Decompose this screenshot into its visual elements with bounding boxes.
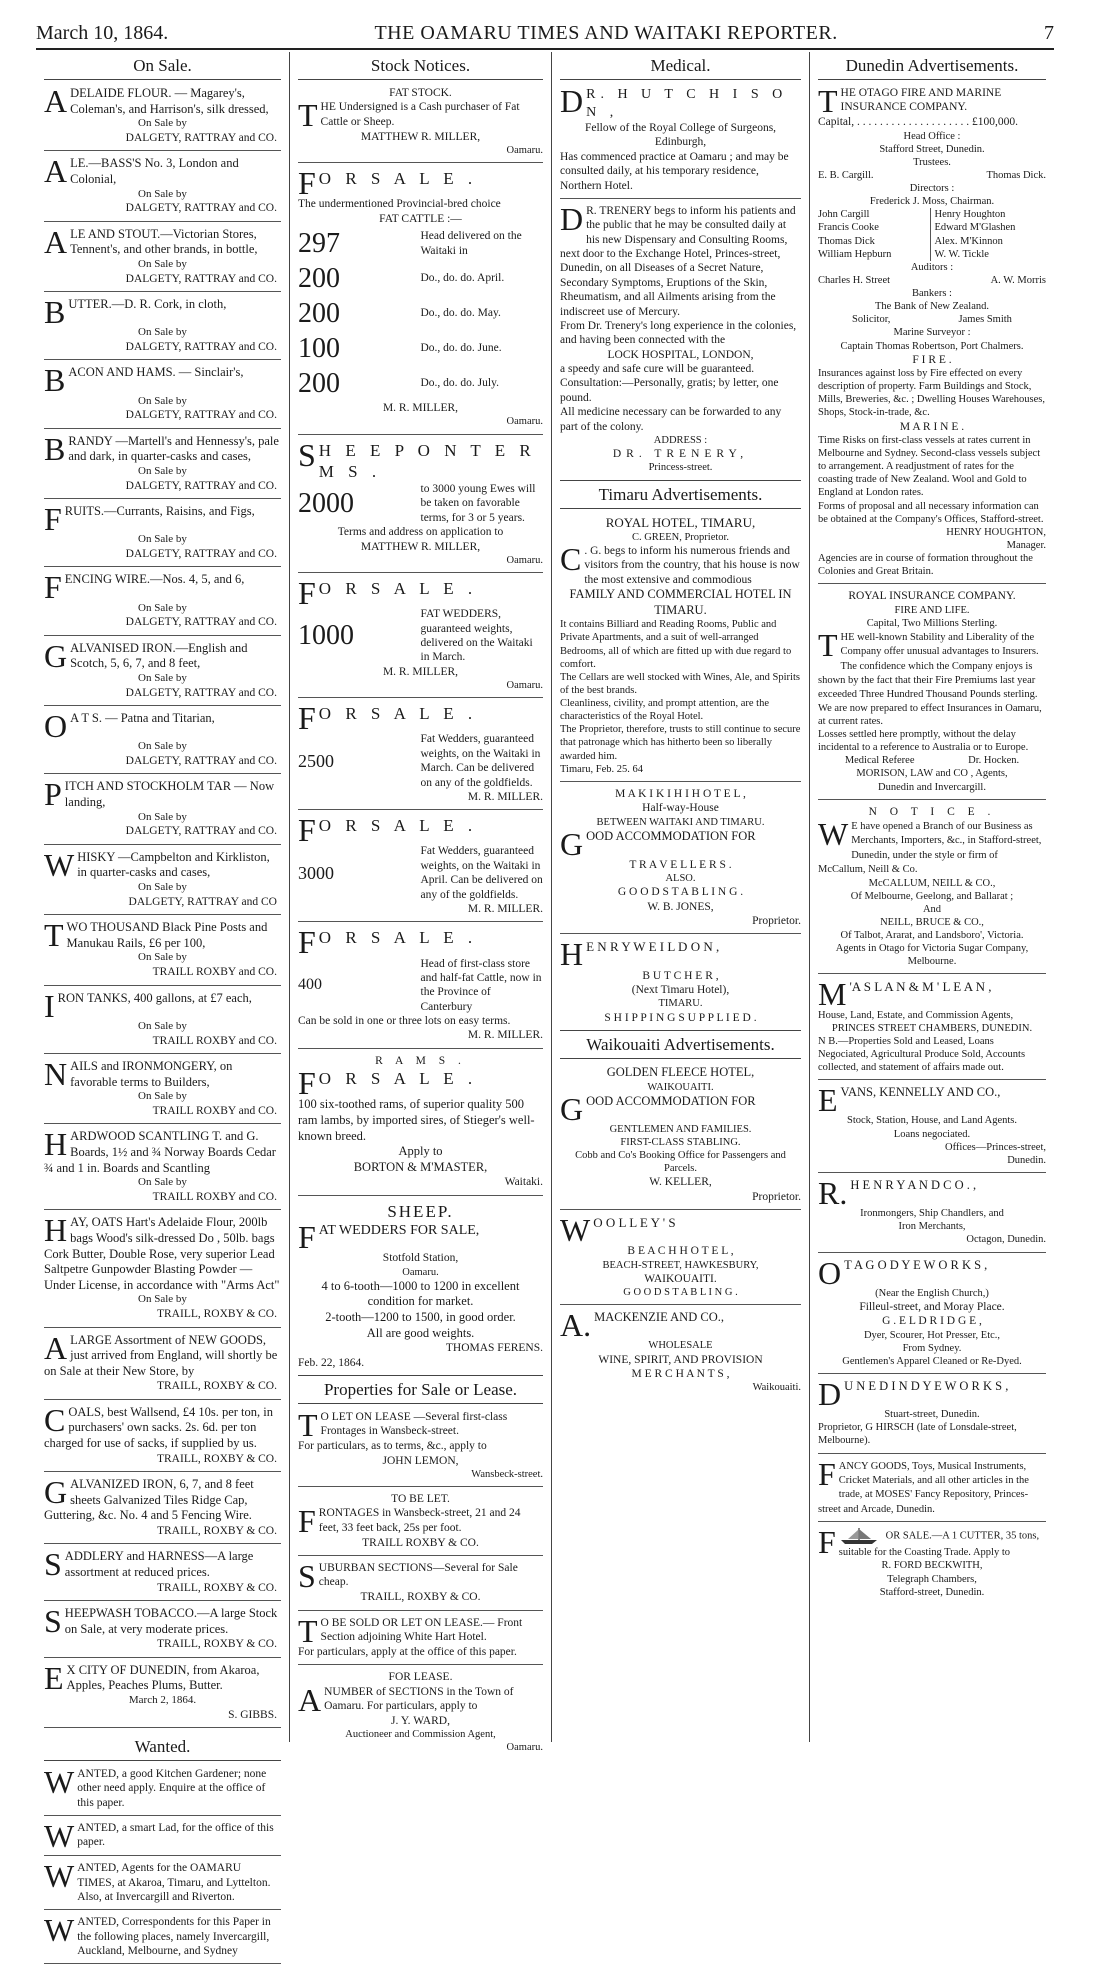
drop-cap: W (44, 846, 75, 883)
drop-cap: O (44, 708, 68, 745)
ad-firm: TRAILL ROXBY and CO. (152, 1104, 277, 1117)
cattle-number: 200 (298, 298, 340, 329)
drop-cap: A (44, 153, 68, 190)
cattle-detail: Do., do. do. June. (420, 342, 502, 355)
ad-heading: DELAIDE FLOUR. — Magarey's, Coleman's, and Harrison's, silk dressed, (70, 86, 269, 116)
ad-firm: TRAILL ROXBY and CO. (152, 1034, 277, 1047)
ad-for-sale-wedders: F O R S A L E . 1000 FAT WEDDERS, guaranteed weights, delivered on the Waitaki in March. M. R. MILLER, Oamaru. (298, 575, 543, 692)
ad-firm: TRAILL, ROXBY & CO. (156, 1380, 277, 1393)
ad-sale-by: On Sale by (138, 1090, 187, 1103)
ad-firm: S. GIBBS. (228, 1708, 277, 1721)
ad-for-sale-cattle-canterbury: F O R S A L E . 400 Head of first-class store and half-fat Cattle, now in the Province of Canterbury Can be sold in one or three lots on easy terms. M. R. MILLER. (298, 924, 543, 1042)
ad-royal-insurance: ROYAL INSURANCE COMPANY. FIRE AND LIFE. Capital, Two Millions Sterling. THE well-known Stability and Liberality of the Company offer unusual advantages to Insurers. The confidence which the Company enjoys is shown by the fact that their Fire Premiums last year exceeded Three Hundred Thousand Pounds sterling. We are now prepared to effect Insurances in Oamaru, at current rates. Losses settled here promptly, without the delay incidental to a reference to Australia or to Europe. Medical Referee Dr. Hocken. MORISON, LAW and CO , Agents, Dunedin and Invercargill. (818, 590, 1042, 793)
column-dunedin (810, 52, 1054, 1742)
drop-cap: B (44, 362, 66, 399)
section-heading-dunedin: Dunedin Advertisements. (818, 52, 1046, 80)
ad-dr-trenery: D R. TRENERY begs to inform his patients and the public that he may be consulted daily at his new Dispensary and Consulting Rooms, next door to the Exchange Hotel, Princes-street, Dunedin, on all Diseases of a Secret Nature, Secondary Symptoms, Eruptions of the Skin, Rheumatism, and all Ailments arising from the indiscreet use of Mercury. From Dr. Trenery's long experience in the colonies, and having been connected with the LOCK HOSPITAL, LONDON, a speedy and safe cure will be guaranteed. Consultation:—Personally, gratis; by letter, one pound. All medicine necessary can be forwarded to any part of the colony. ADDRESS : DR. TRENERY, Princess-street. (560, 200, 797, 474)
ad-firm: DALGETY, RATTRAY and CO. (125, 686, 277, 699)
ad-to-be-let: TO BE LET. FRONTAGES in Wansbeck-street, 21 and 24 feet, 33 feet back, 25s per foot. TRAILL ROXBY & CO. (298, 1493, 521, 1549)
ad-sale-by: On Sale by (138, 601, 187, 614)
ad-heading: OALS, best Wallsend, £4 10s. per ton, in purchasers' own sacks. 2s. 6d. per ton charged for use of sacks, if supplied by us. (44, 1404, 273, 1450)
on-sale-ad (44, 1212, 281, 1321)
page-number: 7 (1043, 21, 1054, 44)
on-sale-ad (44, 1126, 281, 1204)
ad-evans-kennelly: EVANS, KENNELLY AND CO., Stock, Station, House, and Land Agents. Loans negociated. Offices—Princes-street, Dunedin. (818, 1082, 1046, 1166)
ad-sale-by: On Sale by (138, 740, 187, 753)
ad-sale-by: On Sale by (138, 1176, 187, 1189)
director-name: Francis Cooke (818, 222, 879, 234)
ad-rams: R A M S . F O R S A L E . 100 six-toothed rams, of superior quality 500 ram lambs, by imported sires, of Stieger's well-known breed. Apply to BORTON & M'MASTER, Waitaki. (298, 1054, 543, 1189)
on-sale-ad (44, 846, 281, 909)
ad-woolleys-beach-hotel: W O O L L E Y ' S B E A C H H O T E L , BEACH-STREET, HAWKESBURY, WAIKOUAITI. G O O D S T A B L I N G . (560, 1212, 759, 1299)
ad-heading: RUITS.—Currants, Raisins, and Figs, (64, 504, 255, 519)
drop-cap: W (44, 1858, 75, 1895)
drop-cap: P (44, 776, 62, 813)
wanted-text: ANTED, Agents for the OAMARU TIMES, at Akaroa, Timaru, and Lyttelton. Also, at Invercargill and Riverton. (77, 1862, 271, 1903)
ad-sale-by: On Sale by (138, 326, 187, 339)
ad-mackenzie-and-co: A. MACKENZIE AND CO., WHOLESALE WINE, SPIRIT, AND PROVISION M E R C H A N T S , Waikouaiti. (560, 1307, 801, 1394)
newspaper-title: THE OAMARU TIMES AND WAITAKI REPORTER. (374, 21, 838, 44)
ad-dr-hutchison: D R. H U T C H I S O N , Fellow of the Royal College of Surgeons, Edinburgh, Has commenced practice at Oamaru ; and may be consulted daily, at his temporary residence, Northern Hotel. (560, 83, 789, 192)
drop-cap: I (44, 987, 55, 1024)
ad-heading: ENCING WIRE.—Nos. 4, 5, and 6, (64, 572, 245, 587)
ad-for-sale-wedders-march: F O R S A L E . 2500 Fat Wedders, guaranteed weights, on the Waitaki in March. Can be delivered on any of the goldfields. M. R. MILLER. (298, 700, 543, 803)
director-name: Edward M'Glashen (934, 222, 1016, 234)
ad-fancy-goods: FANCY GOODS, Toys, Musical Instruments, Cricket Materials, and all other articles in the trade, at MOSES' Fancy Repository, Princes-street and Arcade, Dunedin. (818, 1455, 1029, 1515)
ad-sale-by: On Sale by (138, 881, 187, 894)
ad-firm: DALGETY, RATTRAY and CO. (125, 825, 277, 838)
ad-cutter-for-sale: F OR SALE.—A 1 CUTTER, 35 tons, suitable for the Coasting Trade. Apply to R. FORD BECKWITH, Telegraph Chambers, Stafford-street, Dunedin. (818, 1524, 1040, 1598)
on-sale-ad (44, 708, 281, 768)
cattle-detail: Do., do. do. May. (420, 307, 501, 320)
cattle-detail: Head delivered on the Waitaki in (420, 230, 522, 257)
on-sale-ad (44, 1401, 281, 1466)
wanted-ad (44, 1818, 281, 1854)
section-heading-wanted: Wanted. (44, 1733, 281, 1761)
ad-royal-hotel-timaru: ROYAL HOTEL, TIMARU, C. GREEN, Proprietor. C . G. begs to inform his numerous friends and visitors from the country, that his house is now the most extensive and commodious FAMILY AND COMMERCIAL HOTEL IN TIMARU. It contains Billiard and Reading Rooms, Public and Private Apartments, and a suit of well-arranged Bedrooms, all of which are fitted up with due regard to comfort. The Cellars are well stocked with Wines, Ale, and Spirits of the best brands. Cleanliness, civility, and prompt attention, are the characteristics of the Royal Hotel. The Proprietor, therefore, trusts to still continue to secure that patronage which has hitherto been so liberally awarded him. Timaru, Feb. 25. 64 (560, 514, 801, 775)
ad-golden-fleece-hotel: GOLDEN FLEECE HOTEL, WAIKOUAITI. GOOD ACCOMMODATION FOR GENTLEMEN AND FAMILIES. FIRST-CLASS STABLING. Cobb and Co's Booking Office for Passengers and Parcels. W. KELLER, Proprietor. (560, 1064, 801, 1203)
ad-heading: UTTER.—D. R. Cork, in cloth, (68, 297, 227, 312)
ad-firm: TRAILL ROXBY and CO. (152, 1190, 277, 1203)
ad-firm: DALGETY, RATTRAY and CO. (125, 755, 277, 768)
drop-cap: F (44, 569, 62, 606)
ad-sale-by: On Sale by (138, 117, 187, 130)
director-name: William Hepburn (818, 248, 892, 260)
wanted-ad (44, 1858, 281, 1904)
ad-heading: ALVANISED IRON.—English and Scotch, 5, 6, 7, and 8 feet, (70, 640, 248, 671)
ad-sale-by: On Sale by (138, 1019, 187, 1032)
on-sale-ad (44, 1474, 281, 1538)
drop-cap: A (44, 1329, 68, 1366)
wanted-text: ANTED, Correspondents for this Paper in the following places, namely Invercargill, Auckland, Melbourne, and Sydney (77, 1916, 271, 1958)
ad-firm: TRAILL, ROXBY & CO. (156, 1452, 277, 1465)
drop-cap: N (44, 1055, 68, 1092)
cattle-detail: Do., do. do. April. (420, 272, 505, 285)
on-sale-ad (44, 1055, 281, 1118)
ad-notice-mccallum-neill: N O T I C E . W E have opened a Branch of our Business as Merchants, Importers, &c., in Stafford-street, Dunedin, under the style or firm of McCallum, Neill & Co. McCALLUM, NEILL & CO., Of Melbourne, Geelong, and Ballarat ; And NEILL, BRUCE & CO., Of Talbot, Ararat, and Landsboro', Victoria. Agents in Otago for Victoria Sugar Company, Melbourne. (818, 805, 1042, 968)
ad-heading: RANDY —Martell's and Hennessy's, pale and dark, in quarter-casks and cases, (68, 433, 279, 464)
on-sale-ad (44, 1602, 281, 1652)
ad-fat-stock: FAT STOCK. THE Undersigned is a Cash purchaser of Fat Cattle or Sheep. MATTHEW R. MILLER, Oamaru. (298, 87, 543, 156)
column-stock-notices (290, 52, 552, 1754)
drop-cap: G (44, 637, 68, 674)
cattle-number: 297 (298, 228, 340, 259)
drop-cap: B (44, 294, 66, 331)
ad-sale-by: On Sale by (138, 394, 187, 407)
on-sale-ad (44, 294, 281, 354)
header-date: March 10, 1864. (36, 21, 169, 44)
ad-firm: DALGETY, RATTRAY and CO. (125, 132, 277, 144)
section-heading-stock-notices: Stock Notices. (298, 52, 543, 80)
ad-for-sale-wedders-april: F O R S A L E . 3000 Fat Wedders, guaranteed weights, on the Waitaki in April. Can be delivered on any of the goldfields. M. R. MILLER. (298, 812, 543, 915)
ad-heading: ADDLERY and HARNESS—A large assortment at reduced prices. (64, 1549, 254, 1579)
on-sale-ad (44, 987, 281, 1048)
section-heading-timaru: Timaru Advertisements. (560, 480, 801, 509)
on-sale-ad (44, 776, 281, 838)
ad-for-sale-cattle: F O R S A L E . The undermentioned Provincial-bred choice FAT CATTLE :— 297 Head delivered on the Waitaki in 200 Do., do. do. April. 200 Do., do. do. May. 100 Do., do. do. June. 200 Do., do. do. July. M. R. MILLER, Oamaru. (298, 165, 543, 428)
ad-firm: DALGETY, RATTRAY and CO. (125, 616, 277, 629)
drop-cap: W (44, 1763, 75, 1800)
ad-firm: TRAILL, ROXBY & CO. (156, 1638, 277, 1651)
ad-heading: WO THOUSAND Black Pine Posts and Manukau Rails, £6 per 100, (66, 920, 268, 950)
cattle-row (298, 366, 543, 401)
ad-heading: ACON AND HAMS. — Sinclair's, (68, 365, 244, 380)
on-sale-ad (44, 501, 281, 561)
director-name: Thomas Dick (818, 235, 875, 247)
drop-cap: F (44, 501, 62, 538)
ad-sale-by: On Sale by (138, 258, 187, 270)
section-heading-waikouaiti: Waikouaiti Advertisements. (560, 1030, 801, 1059)
column-on-sale (36, 52, 290, 1958)
on-sale-ad (44, 83, 281, 145)
drop-cap: E (44, 1659, 64, 1696)
ad-heading: HEEPWASH TOBACCO.—A large Stock on Sale, at very moderate prices. (64, 1605, 278, 1636)
ad-firm: DALGETY, RATTRAY and CO. (125, 272, 277, 285)
on-sale-ad (44, 1659, 281, 1722)
ad-otago-dye-works: O T A G O D Y E W O R K S , (Near the English Church,) Filleul-street, and Moray Place. G . E L D R I D G E , Dyer, Scourer, Hot Presser, Etc., From Sydney. Gentlemen's Apparel Cleaned or Re-Dyed. (818, 1254, 1022, 1367)
cattle-row (298, 331, 543, 366)
ad-heading: HISKY —Campbelton and Kirkliston, in quarter-casks and cases, (77, 849, 270, 880)
ad-to-let-lease: T O LET ON LEASE —Several first-class Frontages in Wansbeck-street. For particulars, as to terms, &c., apply to JOHN LEMON, Wansbeck-street. (298, 1407, 543, 1480)
ad-dunedin-dye-works: D U N E D I N D Y E W O R K S , Stuart-street, Dunedin. Proprietor, G HIRSCH (late of Lonsdale-street, Melbourne). (818, 1375, 1017, 1447)
ad-maslan-mclean: M 'A S L A N & M ' L E A N , House, Land, Estate, and Commission Agents, PRINCES STREET CHAMBERS, DUNEDIN. N B.—Properties Sold and Leased, Loans Negociated, Agricultural Produce Sold, Accounts collected, and statement of affairs made out. (818, 976, 1033, 1074)
drop-cap: T (44, 917, 64, 954)
ad-sale-by: On Sale by (138, 672, 187, 684)
director-name: Henry Houghton (934, 209, 1006, 221)
ad-firm: TRAILL ROXBY and CO. (152, 966, 277, 979)
ad-henry-weildon: H E N R Y W E I L D O N , B U T C H E R , (Next Timaru Hotel), TIMARU. S H I P P I N G S U P P L I E D . (560, 936, 757, 1024)
on-sale-ad (44, 637, 281, 700)
ad-firm: TRAILL, ROXBY & CO. (156, 1308, 277, 1321)
director-name: W. W. Tickle (934, 248, 989, 260)
ship-icon (839, 1527, 879, 1545)
drop-cap: A (44, 223, 68, 260)
page-header (36, 18, 1054, 50)
ad-firm: TRAILL, ROXBY & CO. (156, 1524, 277, 1537)
section-heading-properties: Properties for Sale or Lease. (298, 1375, 543, 1404)
drop-cap: C (44, 1401, 66, 1438)
cattle-row (298, 296, 543, 331)
ad-heading: ARDWOOD SCANTLING T. and G. Boards, 1½ and ¾ Norway Boards Cedar ¾ and 1 in. Boards and Scantling (44, 1129, 276, 1175)
ad-sale-by: On Sale by (138, 187, 187, 200)
drop-cap: H (44, 1212, 68, 1249)
ad-firm: DALGETY, RATTRAY and CO. (125, 548, 277, 561)
ad-heading: ITCH AND STOCKHOLM TAR — Now landing, (64, 779, 275, 810)
cattle-number: 200 (298, 263, 340, 294)
cattle-detail: Do., do. do. July. (420, 377, 499, 390)
ad-heading: A T S. — Patna and Titarian, (70, 711, 215, 726)
on-sale-ad (44, 569, 281, 629)
ad-sheep-on-terms: S H E E P O N T E R M S . 2000 to 3000 young Ewes will be taken on favorable terms, for 3 or 5 years. Terms and address on application to MATTHEW R. MILLER, Oamaru. (298, 436, 543, 566)
ad-firm: TRAILL, ROXBY & CO. (156, 1581, 277, 1594)
wanted-text: ANTED, a smart Lad, for the office of this paper. (77, 1822, 274, 1849)
column-medical (552, 52, 810, 1742)
ad-sale-by: On Sale by (138, 465, 187, 477)
ad-sale-by: On Sale by (138, 951, 187, 964)
on-sale-ad (44, 430, 281, 493)
section-heading-medical: Medical. (560, 52, 801, 80)
ad-firm: DALGETY, RATTRAY and CO (128, 895, 277, 908)
cattle-number: 200 (298, 368, 340, 399)
ad-to-be-sold: T O BE SOLD OR LET ON LEASE.— Front Section adjoining White Hart Hotel. For particulars, apply at the office of this paper. (298, 1612, 523, 1658)
ad-sale-by: March 2, 1864. (128, 1693, 197, 1706)
wanted-ad (44, 1763, 281, 1810)
cattle-row (298, 261, 543, 296)
ad-firm: DALGETY, RATTRAY and CO. (125, 341, 277, 354)
on-sale-ad (44, 153, 281, 215)
on-sale-ad (44, 223, 281, 286)
drop-cap: A (44, 83, 68, 119)
ad-otago-fire-marine: THE OTAGO FIRE AND MARINE INSURANCE COMPANY. Capital, . . . . . . . . . . . . . . . . . . . . £100,000. Head Office : Stafford Street, Dunedin. Trustees. E. B. Cargill. Thomas Dick. Directors : Frederick J. Moss, Chairman. John Cargill Francis Cooke Thomas Dick William Hepburn Henry Houghton Edward M'Glashen Alex. M'Kinnon W. W. Tickle Auditors : Charles H. Street A. W. Morris Bankers : The Bank of New Zealand. Solicitor, James Smith Marine Surveyor : Captain Thomas Robertson, Port Chalmers. F I R E . Insurances against loss by Fire effected on every description of property. Farm Buildings and Stock, Mills, Breweries, &c. ; Dwelling Houses Warehouses, Shops, Stock-in-trade, &c. M A R I N E . Time Risks on first-class vessels at rates current in Melbourne and Sydney. Second-class vessels subject to arrangement. A readjustment of rates for the coasting trade of New Zealand. Wool and Gold to England at London rates. Forms of proposal and all necessary information can be obtained at the Company's Offices, Stafford-street. HENRY HOUGHTON, Manager. Agencies are in course of formation throughout the Colonies and Great Britain. (818, 83, 1046, 578)
ad-sale-by: On Sale by (138, 533, 187, 546)
ad-heading: X CITY OF DUNEDIN, from Akaroa, Apples, Peaches Plums, Butter. (66, 1662, 260, 1693)
ad-sale-by: On Sale by (138, 1293, 187, 1306)
section-heading-on-sale: On Sale. (44, 52, 281, 80)
drop-cap: S (44, 1602, 62, 1639)
drop-cap: W (44, 1912, 75, 1949)
ad-suburban-sections: SUBURBAN SECTIONS—Several for Sale cheap. TRAILL, ROXBY & CO. (298, 1558, 518, 1604)
director-name: John Cargill (818, 209, 870, 221)
wanted-text: ANTED, a good Kitchen Gardener; none other need apply. Enquire at the office of this paper. (77, 1767, 267, 1809)
ad-heading: LE.—BASS'S No. 3, London and Colonial, (70, 156, 239, 186)
wanted-ad (44, 1912, 281, 1958)
ad-r-henry-co: R. H E N R Y A N D C O . , Ironmongers, Ship Chandlers, and Iron Merchants, Octagon, Dunedin. (818, 1174, 1046, 1246)
cattle-number: 100 (298, 333, 340, 364)
on-sale-ad (44, 362, 281, 422)
ad-sheep: SHEEP. FAT WEDDERS FOR SALE, Stotfold Station, Oamaru. 4 to 6-tooth—1000 to 1200 in excellent condition for market. 2-tooth—1200 to 1500, in good order. All are good weights. THOMAS FERENS. Feb. 22, 1864. (298, 1201, 543, 1369)
drop-cap: W (44, 1818, 75, 1854)
on-sale-ad (44, 917, 281, 979)
ad-heading: AY, OATS Hart's Adelaide Flour, 200lb bags Wood's silk-dressed Do , 50lb. bags Cork Butter, Double Rose, very superior Lead Saltpetre Gunpowder Blasting Powder — Under License, in accordance with "Arms Act" (44, 1215, 280, 1292)
ad-for-lease: FOR LEASE. ANUMBER of SECTIONS in the Town of Oamaru. For particulars, apply to J. Y. WARD, Auctioneer and Commission Agent, Oamaru. (298, 1671, 543, 1754)
on-sale-ad (44, 1546, 281, 1595)
drop-cap: S (44, 1546, 62, 1583)
director-name: Alex. M'Kinnon (934, 235, 1003, 247)
drop-cap: H (44, 1126, 68, 1163)
ad-makikihi-hotel: M A K I K I H I H O T E L , Half-way-House BETWEEN WAITAKI AND TIMARU. GOOD ACCOMMODATION FOR T R A V E L L E R S . ALSO. G O O D S T A B L I N G . W. B. JONES, Proprietor. (560, 787, 801, 928)
ad-firm: DALGETY, RATTRAY and CO. (125, 409, 277, 422)
ad-heading: RON TANKS, 400 gallons, at £7 each, (57, 990, 252, 1005)
drop-cap: G (44, 1474, 68, 1510)
ad-heading: ALVANIZED IRON, 6, 7, and 8 feet sheets Galvanized Tiles Ridge Cap, Guttering, &c. No. 4 and 5 Fencing Wire. (44, 1477, 254, 1523)
on-sale-ad (44, 1329, 281, 1394)
ad-firm: DALGETY, RATTRAY and CO. (125, 479, 277, 492)
ad-heading: LARGE Assortment of NEW GOODS, just arrived from England, will shortly be on Sale at their New Store, by (44, 1332, 278, 1378)
drop-cap: B (44, 430, 66, 467)
ad-heading: AILS and IRONMONGERY, on favorable terms to Builders, (70, 1058, 233, 1089)
cattle-row (298, 226, 543, 261)
ad-sale-by: On Sale by (138, 810, 187, 823)
ad-heading: LE AND STOUT.—Victorian Stores, Tennent's, and other brands, in bottle, (70, 226, 258, 257)
ad-firm: DALGETY, RATTRAY and CO. (125, 202, 277, 215)
